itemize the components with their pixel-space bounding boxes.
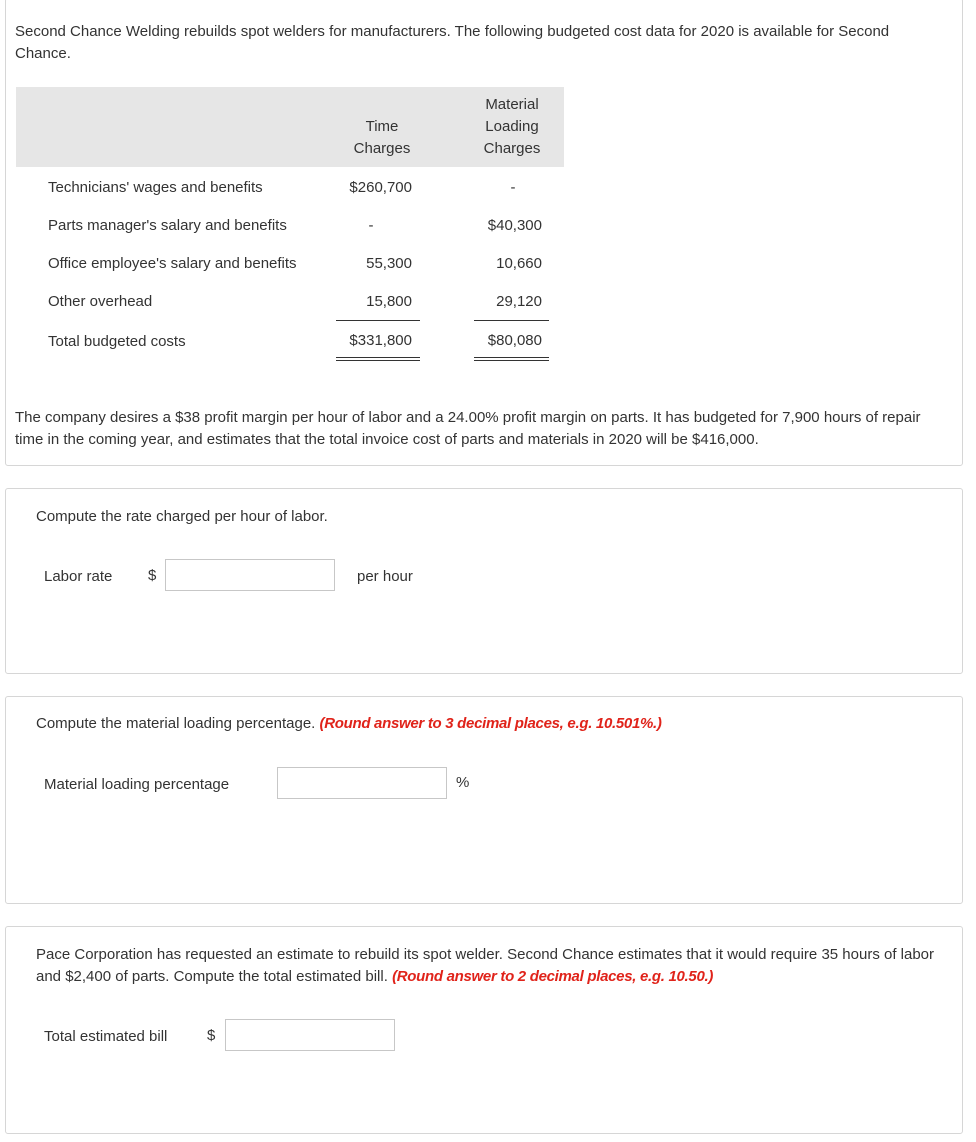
cell-time-parts-manager: - <box>368 217 374 234</box>
question-2-rounding-hint: (Round answer to 3 decimal places, e.g. 10.501%.) <box>319 715 662 732</box>
intro-text: Second Chance Welding rebuilds spot welders for manufacturers. The following budgeted cost data for 2020 is available for Second Chance. <box>15 23 890 62</box>
question-3-rounding-hint: (Round answer to 2 decimal places, e.g. 10.50.) <box>392 968 714 985</box>
cell-material-total: $80,080 <box>487 332 542 349</box>
question-2-prompt-line <box>36 713 936 735</box>
subtotal-rule-material <box>474 320 549 321</box>
cell-material-office-employee: 10,660 <box>496 255 542 272</box>
cell-material-technicians: - <box>510 179 516 196</box>
row-label-technicians: Technicians' wages and benefits <box>48 179 263 196</box>
cell-material-parts-manager: $40,300 <box>487 217 542 234</box>
subtotal-rule-time <box>336 320 420 321</box>
labor-rate-dollar-sign: $ <box>148 567 157 584</box>
cell-time-other-overhead: 15,800 <box>366 293 412 310</box>
header-time-charges: Time Charges <box>353 118 411 157</box>
question-2-prompt: Compute the material loading percentage. <box>36 715 316 732</box>
total-bill-label: Total estimated bill <box>44 1028 168 1045</box>
material-loading-input[interactable] <box>277 767 447 799</box>
labor-rate-input[interactable] <box>165 559 335 591</box>
cell-material-other-overhead: 29,120 <box>496 293 542 310</box>
labor-rate-label: Labor rate <box>44 568 113 585</box>
material-loading-percent-sign: % <box>456 774 470 791</box>
question-1-prompt: Compute the rate charged per hour of labor. <box>36 508 328 525</box>
question-3-prompt: Pace Corporation has requested an estimate to rebuild its spot welder. Second Chance estimates that it would require 35 hours of labor and $2,400 of parts. Compute the total estimated bill. <box>36 946 935 985</box>
row-label-other-overhead: Other overhead <box>48 293 153 310</box>
cell-time-technicians: $260,700 <box>349 179 412 196</box>
total-double-rule-time <box>336 357 420 361</box>
company-text: The company desires a $38 profit margin per hour of labor and a 24.00% profit margin on parts. It has budgeted for 7,900 hours of repair time in the coming year, and estimates that the total invoice cost of parts and materials in 2020 will be $416,000. <box>15 409 921 448</box>
total-bill-dollar-sign: $ <box>207 1027 216 1044</box>
labor-rate-unit: per hour <box>357 568 413 585</box>
question-3-prompt-line <box>36 944 941 988</box>
cell-time-total: $331,800 <box>349 332 412 349</box>
header-material-loading-charges: Material Loading Charges <box>483 96 541 157</box>
row-label-parts-manager: Parts manager's salary and benefits <box>48 217 287 234</box>
total-double-rule-material <box>474 357 549 361</box>
row-label-total: Total budgeted costs <box>48 333 186 350</box>
material-loading-label: Material loading percentage <box>44 776 230 793</box>
total-bill-input[interactable] <box>225 1019 395 1051</box>
cell-time-office-employee: 55,300 <box>366 255 412 272</box>
row-label-office-employee: Office employee's salary and benefits <box>48 255 297 272</box>
